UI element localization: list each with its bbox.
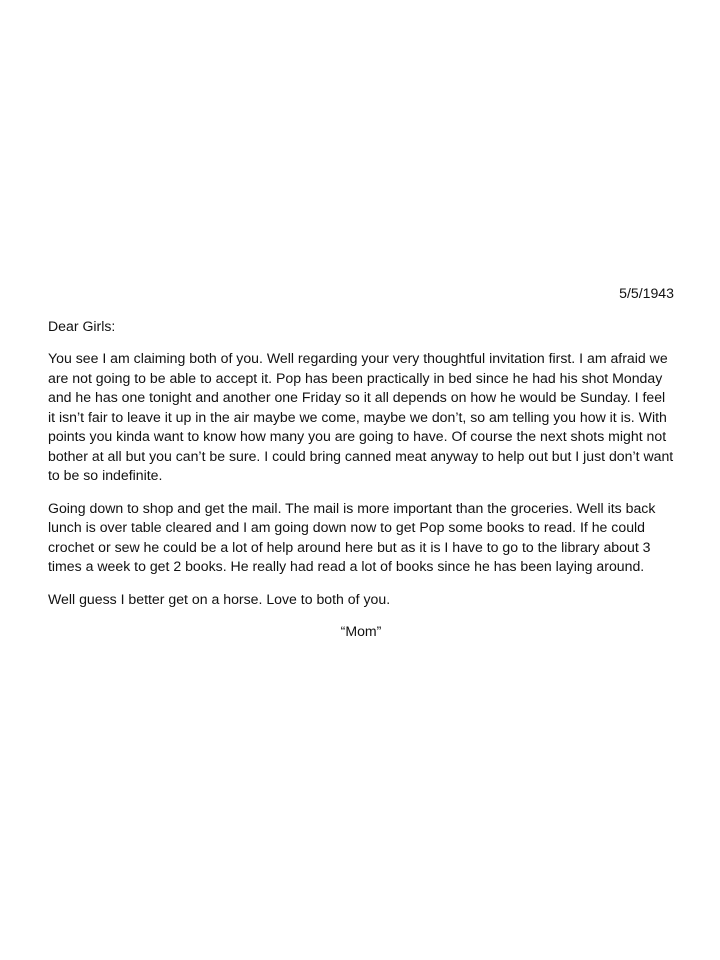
letter-paragraph-1: You see I am claiming both of you. Well regarding your very thoughtful invitation first. I am afraid we are not going to be able to accept it. Pop has been practically in bed since he had his shot Monday and he has one tonight and another one Friday so it all depends on how he would be Sunday. I feel it isn’t fair to leave it up in the air maybe we come, maybe we don’t, so am telling you how it is. With points you kinda want to know how many you are going to have. Of course the next shots might not bother at all but you can’t be sure. I could bring canned meat anyway to help out but I just don’t want to be so indefinite. [48, 350, 674, 483]
letter-body [48, 284, 674, 642]
letter-paragraph-3: Well guess I better get on a horse. Love to both of you. [48, 590, 391, 607]
letter-date: 5/5/1943 [619, 285, 674, 301]
letter-salutation: Dear Girls: [48, 317, 116, 334]
letter-paragraph-2: Going down to shop and get the mail. The mail is more important than the groceries. Well its back lunch is over table cleared and I am going down now to get Pop some books to read. If he could crochet or sew he could be a lot of help around here but as it is I have to go to the library about 3 times a week to get 2 books. He really had read a lot of books since he has been laying around. [48, 499, 656, 574]
letter-signature: “Mom” [340, 623, 382, 639]
